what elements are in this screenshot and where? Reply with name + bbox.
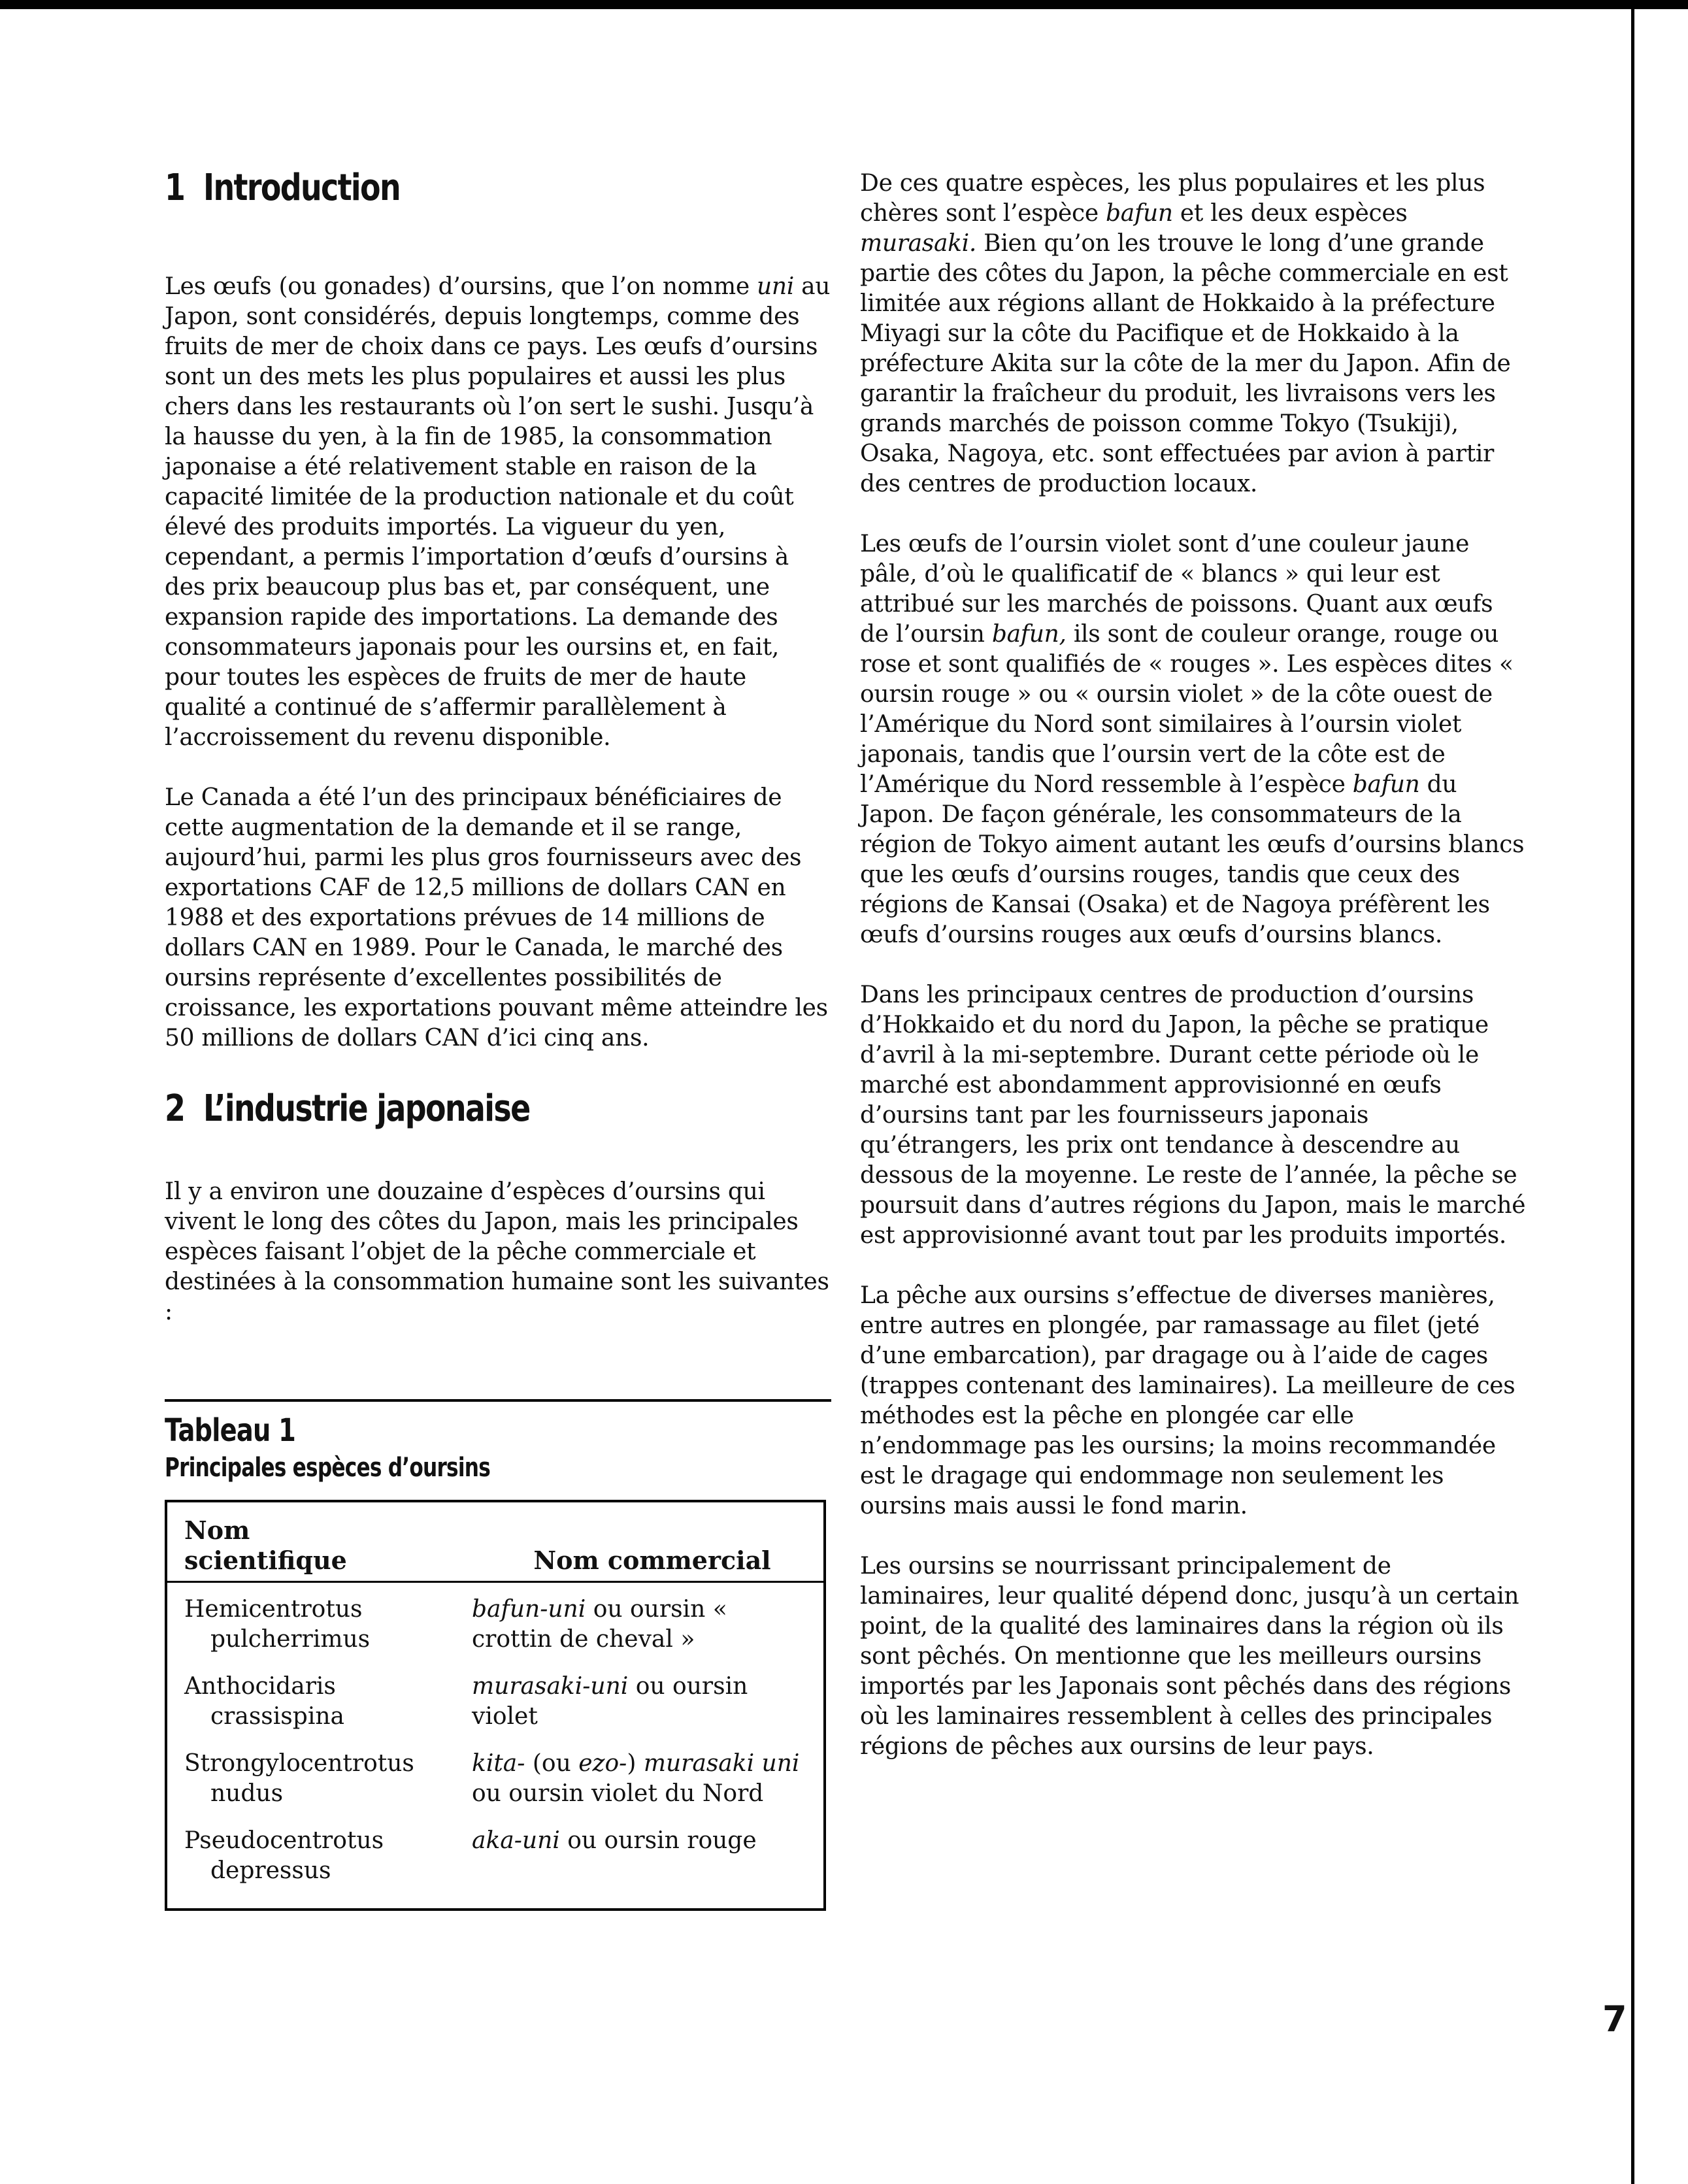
right-paragraph-2 (860, 529, 1527, 950)
text-run: au Japon, sont considérés, depuis longtemps, comme des fruits de mer de choix dans ce pays. Les œufs d’oursins sont un des mets les plus populaires et aussi les plus chers dans les restaurants où l’on sert le sushi. Jusqu’à la hausse du yen, à la fin de 1985, la consommation japonaise a été relativement stable en raison de la capacité limitée de la production nationale et du coût élevé des produits importés. La vigueur du yen, cependant, a permis l’importation d’œufs d’oursins à des prix beaucoup plus bas et, par conséquent, une expansion rapide des importations. La demande des consommateurs japonais pour les oursins et, en fait, pour toutes les espèces de fruits de mer de haute qualité a continué de s’affermir parallèlement à l’accroissement du revenu disponible. (165, 273, 831, 751)
right-paragraph-5: Les oursins se nourrissant principalement de laminaires, leur qualité dépend donc, jusqu’à un certain point, de la qualité des laminaires dans la région où ils sont pêchés. On mentionne que les meilleurs oursins importés par les Japonais sont pêchés dans des régions où les laminaires ressemblent à celles des principales régions de pêches aux oursins de leur pays. (860, 1553, 1519, 1760)
header-text: Nom (184, 1515, 250, 1545)
italic-term: uni (757, 273, 794, 300)
cell-text: Pseudocentrotus (184, 1827, 384, 1854)
right-paragraph-4: La pêche aux oursins s’effectue de diverses manières, entre autres en plongée, par ramassage au filet (jeté d’une embarcation), par dragage ou à l’aide de cages (trappes contenant des laminaires). La meilleure de ces méthodes est la pêche en plongée car elle n’endommage pas les oursins; la moins recommandée est le dragage qui endommage non seulement les oursins mais aussi le fond marin. (860, 1282, 1515, 1519)
scan-border-top (0, 0, 1688, 9)
text-run: du Japon. De façon générale, les consommateurs de la région de Tokyo aiment autant les œufs d’oursins blancs que les œufs d’oursins rouges, tandis que ceux des régions de Kansai (Osaka) et de Nagoya préfèrent les œufs d’oursins rouges aux œufs d’oursins blancs. (860, 771, 1525, 948)
right-paragraph-3: Dans les principaux centres de production d’oursins d’Hokkaido et du nord du Japon, la pêche se pratique d’avril à la mi-septembre. Durant cette période où le marché est abondamment approvisionné en œufs d’oursins tant par les fournisseurs japonais qu’étrangers, les prix ont tendance à descendre au dessous de la moyenne. Le reste de l’année, la pêche se poursuit dans d’autres régions du Japon, mais le marché est approvisionné avant tout par les produits importés. (860, 982, 1526, 1249)
intro-paragraph-2: Le Canada a été l’un des principaux bénéficiaires de cette augmentation de la demande et il se range, aujourd’hui, parmi les plus gros fournisseurs avec des exportations CAF de 12,5 millions de dollars CAN en 1988 et des exportations prévues de 14 millions de dollars CAN en 1989. Pour le Canada, le marché des oursins représente d’excellentes possibilités de croissance, les exportations pouvant même atteindre les 50 millions de dollars CAN d’ici cinq ans. (165, 784, 828, 1051)
cell-text: crassispina (210, 1703, 344, 1730)
header-scientific-name (184, 1515, 498, 1576)
right-paragraph-1 (860, 169, 1527, 499)
italic-term: murasaki. (860, 230, 977, 257)
italic-term: bafun, (991, 621, 1067, 648)
cell-commercial (472, 1826, 806, 1886)
cell-scientific (184, 1749, 472, 1809)
cell-scientific (184, 1672, 472, 1732)
italic-term: bafun-uni (472, 1596, 586, 1623)
header-commercial-name: Nom commercial (533, 1546, 771, 1575)
italic-term: bafun (1352, 771, 1420, 798)
table-row (184, 1595, 806, 1655)
cell-text: depressus (210, 1857, 331, 1884)
left-column (165, 167, 831, 1911)
table-header-separator (167, 1581, 823, 1583)
section-title: Introduction (203, 167, 400, 209)
italic-term: ezo- (578, 1750, 627, 1777)
heading-introduction (165, 167, 711, 209)
italic-term: kita- (472, 1750, 525, 1777)
italic-term: bafun (1106, 200, 1173, 227)
cell-scientific (184, 1595, 472, 1655)
table-title: Tableau 1 (165, 1412, 295, 1449)
cell-text: ou oursin rouge (559, 1827, 757, 1854)
page-number: 7 (1602, 1998, 1627, 2040)
scan-border-right (1631, 0, 1634, 2184)
italic-term: aka-uni (472, 1827, 560, 1854)
industry-paragraph-1: Il y a environ une douzaine d’espèces d’oursins qui vivent le long des côtes du Japon, mais les principales espèces faisant l’objet de la pêche commerciale et destinées à la consommation humaine sont les suivantes : (165, 1178, 829, 1325)
cell-text: ou oursin « crottin de cheval » (472, 1596, 727, 1653)
species-table (165, 1500, 826, 1911)
header-text: scientifique (184, 1546, 347, 1575)
cell-text: Hemicentrotus (184, 1596, 363, 1623)
cell-commercial (472, 1749, 806, 1809)
table-top-rule (165, 1399, 831, 1402)
section-number: 2 (165, 1087, 185, 1130)
text-run: Les œufs de l’oursin violet sont d’une couleur jaune pâle, d’où le qualificatif de « blancs » qui leur est attribué sur les marchés de poissons. Quant aux œufs de l’oursin (860, 531, 1493, 648)
text-run: ils sont de couleur orange, rouge ou rose et sont qualifiés de « rouges ». Les espèces dites « oursin rouge » ou « oursin violet » de la côte ouest de l’Amérique du Nord sont similaires à l’oursin violet japonais, tandis que l’oursin vert de la côte est de l’Amérique du Nord ressemble à l’espèce (860, 621, 1514, 798)
cell-text: (ou (525, 1750, 579, 1777)
right-column (860, 169, 1527, 1762)
cell-text: Anthocidaris (184, 1673, 336, 1700)
text-run: Bien qu’on les trouve le long d’une grande partie des côtes du Japon, la pêche commerciale en est limitée aux régions allant de Hokkaido à la préfecture Miyagi sur la côte du Pacifique et de Hokkaido à la préfecture Akita sur la côte de la mer du Japon. Afin de garantir la fraîcheur du produit, les livraisons vers les grands marchés de poisson comme Tokyo (Tsukiji), Osaka, Nagoya, etc. sont effectuées par avion à partir des centres de production locaux. (860, 230, 1511, 497)
section-number: 1 (165, 167, 185, 209)
intro-paragraph-1 (165, 272, 831, 753)
cell-scientific (184, 1826, 472, 1886)
cell-text: nudus (210, 1780, 284, 1807)
cell-text: pulcherrimus (210, 1626, 371, 1653)
cell-commercial (472, 1595, 806, 1655)
table-subtitle: Principales espèces d’oursins (165, 1453, 490, 1483)
table-header-row (184, 1515, 806, 1576)
text-run: Les œufs (ou gonades) d’oursins, que l’on nomme (165, 273, 757, 300)
cell-text: ) (627, 1750, 644, 1777)
table-row (184, 1749, 806, 1809)
cell-text: ou oursin violet (472, 1673, 748, 1730)
table-row (184, 1826, 806, 1886)
cell-text: Strongylocentrotus (184, 1750, 414, 1777)
italic-term: murasaki uni (643, 1750, 800, 1777)
text-run: De ces quatre espèces, les plus populaires et les plus chères sont l’espèce (860, 170, 1485, 227)
table-row (184, 1672, 806, 1732)
text-run: et les deux espèces (1172, 200, 1408, 227)
section-title: L’industrie japonaise (203, 1087, 530, 1130)
cell-commercial (472, 1672, 806, 1732)
cell-text: ou oursin violet du Nord (472, 1780, 764, 1807)
heading-industrie-japonaise (165, 1087, 711, 1130)
italic-term: murasaki-uni (472, 1673, 629, 1700)
